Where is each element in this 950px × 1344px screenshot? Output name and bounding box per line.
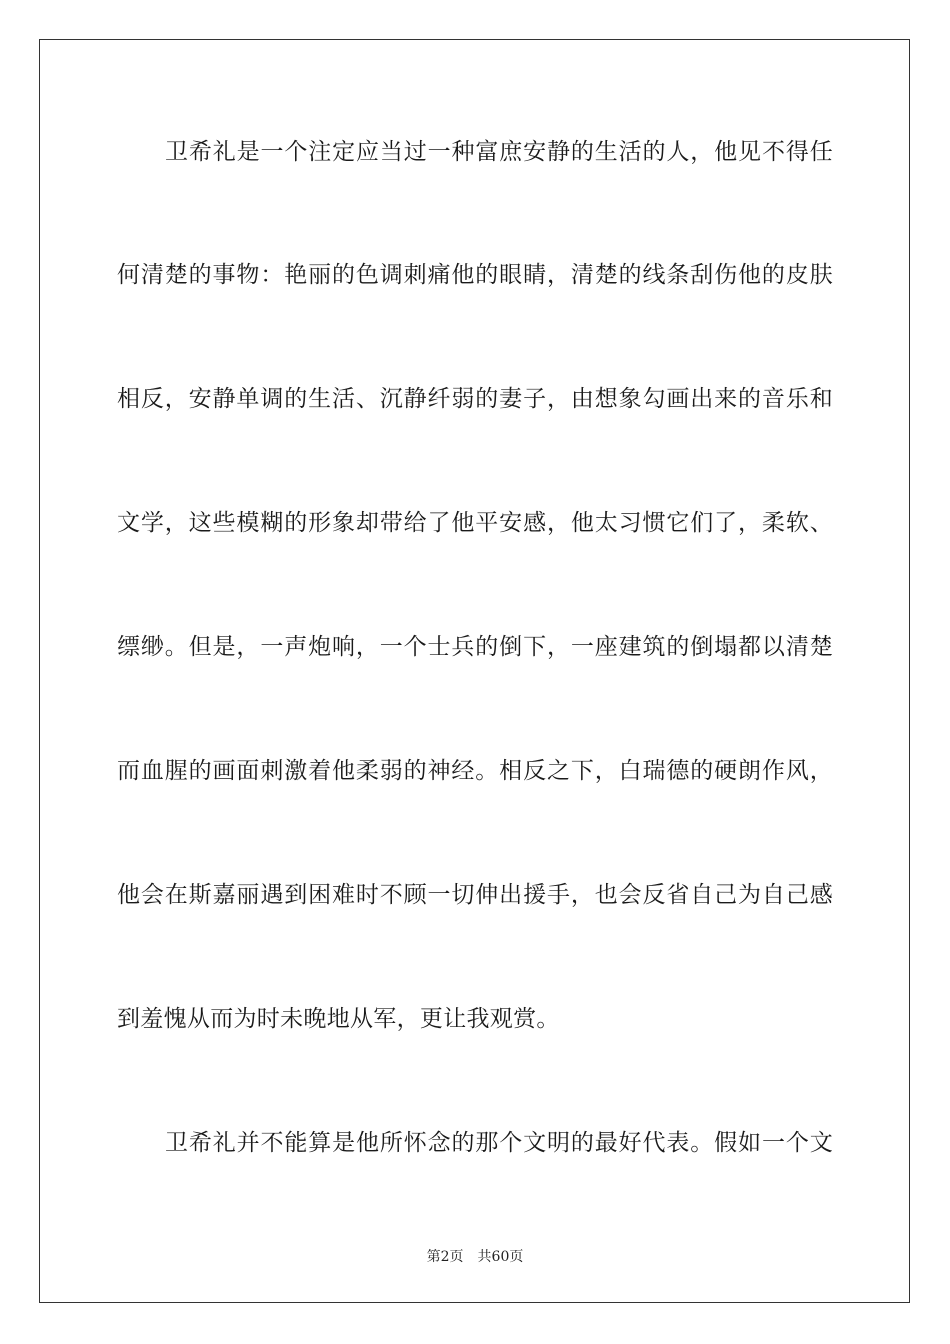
paragraph-line-8: 到羞愧从而为时未晚地从军，更让我观赏。 xyxy=(117,1006,560,1032)
page-total: 共60页 xyxy=(477,1249,524,1265)
paragraph-line-4: 文学，这些模糊的形象却带给了他平安感，他太习惯它们了，柔软、 xyxy=(117,510,833,536)
paragraph-line-7: 他会在斯嘉丽遇到困难时不顾一切伸出援手，也会反省自己为自己感 xyxy=(117,882,833,908)
paragraph-line-5: 缥缈。但是，一声炮响，一个士兵的倒下，一座建筑的倒塌都以清楚 xyxy=(117,634,833,660)
page-footer xyxy=(0,1248,950,1266)
paragraph-line-2: 何清楚的事物：艳丽的色调刺痛他的眼睛，清楚的线条刮伤他的皮肤 xyxy=(117,262,833,288)
paragraph-line-9: 卫希礼并不能算是他所怀念的那个文明的最好代表。假如一个文 xyxy=(165,1130,833,1156)
page-border xyxy=(39,39,910,1303)
paragraph-line-1: 卫希礼是一个注定应当过一种富庶安静的生活的人，他见不得任 xyxy=(165,139,833,165)
paragraph-line-3: 相反，安静单调的生活、沉静纤弱的妻子，由想象勾画出来的音乐和 xyxy=(117,386,833,412)
paragraph-line-6: 而血腥的画面刺激着他柔弱的神经。相反之下，白瑞德的硬朗作风， xyxy=(117,758,833,784)
page-number: 第2页 xyxy=(426,1249,464,1265)
